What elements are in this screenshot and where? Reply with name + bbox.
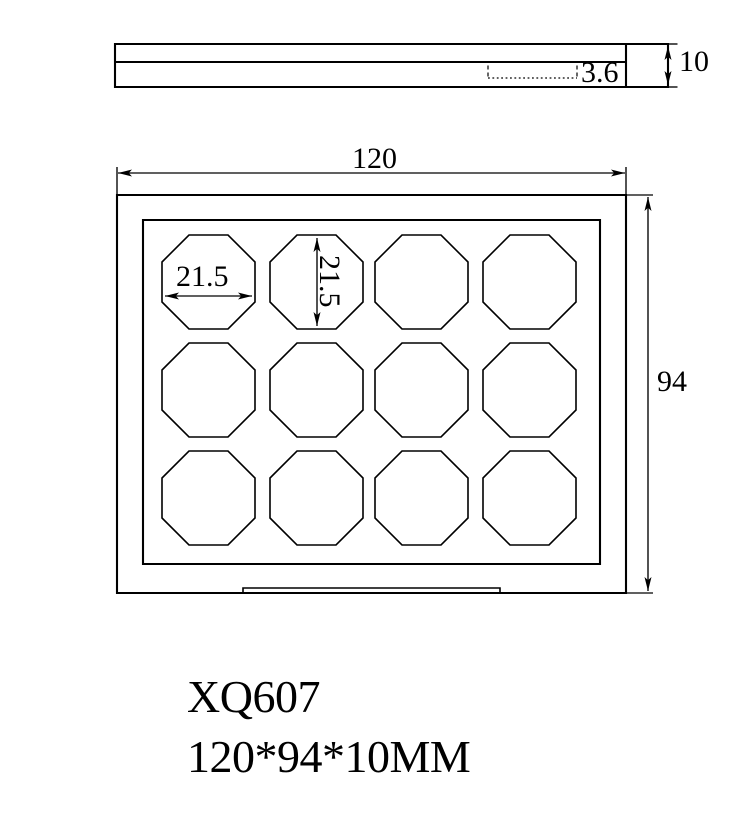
- top-view-case-outline: [117, 195, 626, 593]
- powder-well-octagon: [162, 343, 255, 437]
- front-latch-notch: [243, 588, 500, 593]
- depth-dimension-label: 10: [679, 45, 709, 78]
- depth-dimension: [668, 44, 678, 87]
- tab-width-dimension-label: 3.6: [581, 56, 619, 89]
- product-size-label: 120*94*10MM: [187, 731, 471, 782]
- powder-well-octagon: [270, 451, 363, 545]
- powder-well-octagon: [375, 235, 468, 329]
- height-dimension: [627, 195, 653, 593]
- powder-well-octagon: [483, 343, 576, 437]
- model-number-label: XQ607: [187, 671, 320, 722]
- well-height-dimension-label: 21.5: [313, 255, 346, 308]
- powder-well-octagon: [270, 343, 363, 437]
- powder-well-octagon: [483, 451, 576, 545]
- width-dimension-label: 120: [352, 142, 397, 175]
- well-width-dimension-label: 21.5: [176, 260, 229, 293]
- side-view-hidden-tab: [488, 66, 577, 79]
- powder-well-octagon: [375, 451, 468, 545]
- top-view: [117, 167, 653, 593]
- powder-well-octagon: [483, 235, 576, 329]
- height-dimension-label: 94: [657, 365, 687, 398]
- powder-well-octagon: [162, 451, 255, 545]
- powder-well-octagon: [375, 343, 468, 437]
